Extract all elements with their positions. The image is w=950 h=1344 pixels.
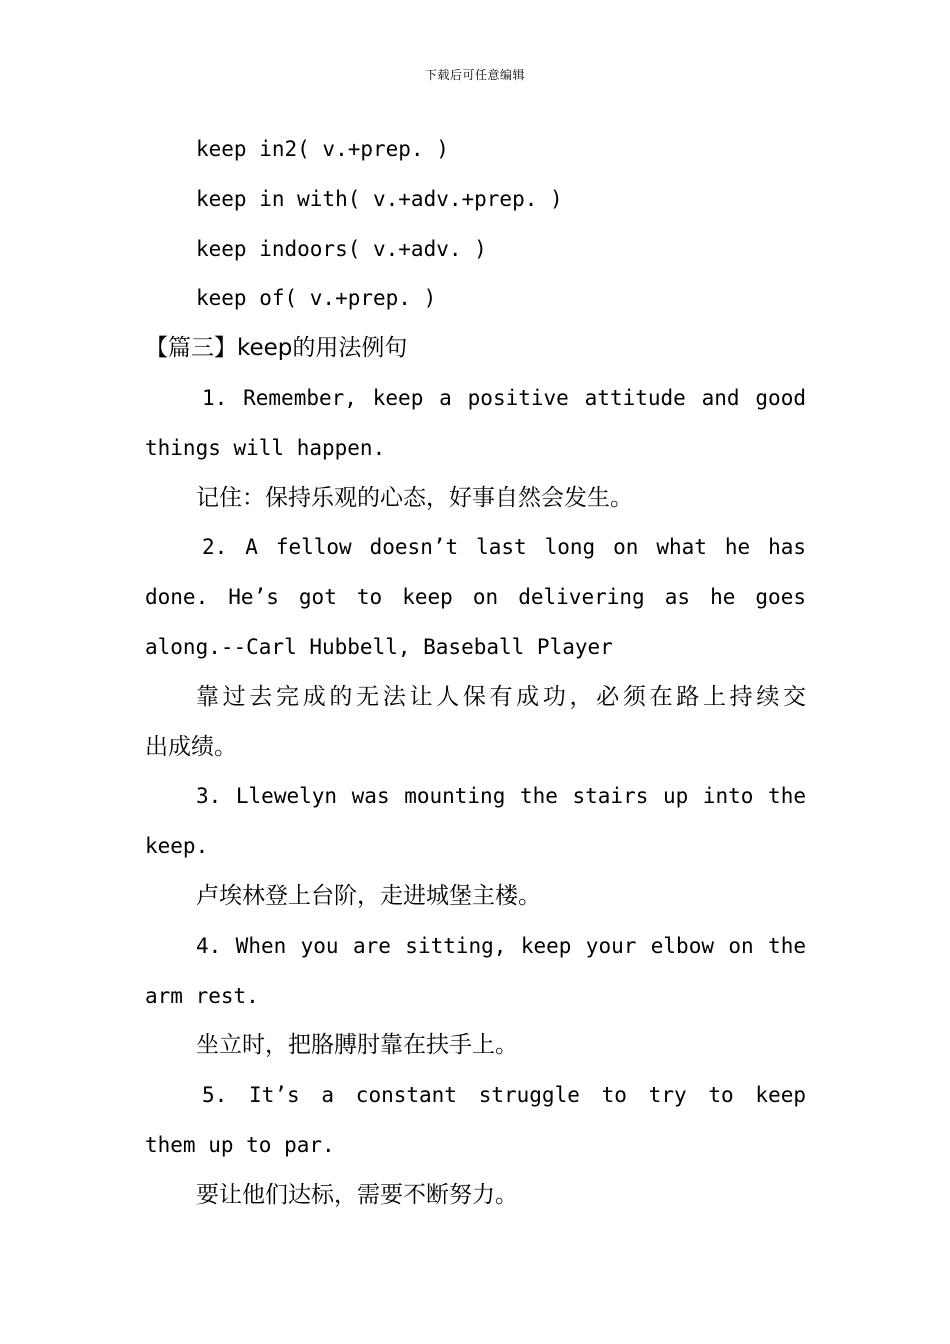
example-4-en-line-2: arm rest.	[145, 983, 259, 1008]
example-3-en-line-1: 3. Llewelyn was mounting the stairs up into the	[196, 784, 806, 809]
example-4-zh: 坐立时，把胳膊肘靠在扶手上。	[196, 1032, 518, 1059]
phrase-line: keep in2( v.+prep. )	[196, 137, 449, 161]
document-body	[145, 125, 806, 1221]
phrase-line: keep in with( v.+adv.+prep. )	[196, 186, 563, 211]
phrase-line: keep indoors( v.+adv. )	[196, 236, 487, 261]
example-2-zh-line-1: 靠过去完成的无法让人保有成功，必须在路上持续交	[196, 683, 806, 710]
example-2-en-line-2: done. He’s got to keep on delivering as he goes	[145, 585, 806, 610]
example-3-en-line-2: keep.	[145, 834, 209, 859]
example-1-en-line-1: 1. Remember, keep a positive attitude and good	[202, 385, 806, 410]
phrase-line: keep of( v.+prep. )	[196, 286, 437, 311]
example-1-en-line-2: things will happen.	[145, 435, 386, 460]
page-header: 下载后可任意编辑	[424, 68, 525, 82]
example-2-en-line-1: 2. A fellow doesn’t last long on what he has	[202, 535, 806, 560]
example-4-en-line-1: 4. When you are sitting, keep your elbow on the	[196, 933, 806, 958]
example-5-zh: 要让他们达标，需要不断努力。	[196, 1181, 518, 1208]
example-1-zh: 记住：保持乐观的心态，好事自然会发生。	[196, 484, 633, 511]
example-5-en-line-2: them up to par.	[145, 1132, 335, 1157]
example-3-zh: 卢埃林登上台阶，走进城堡主楼。	[196, 882, 541, 909]
example-2-en-line-3: along.--Carl Hubbell, Baseball Player	[145, 634, 613, 659]
example-2-zh-line-2: 出成绩。	[145, 733, 237, 760]
example-5-en-line-1: 5. It’s a constant struggle to try to keep	[202, 1083, 806, 1108]
section-title: 【篇三】keep的用法例句	[145, 335, 408, 362]
